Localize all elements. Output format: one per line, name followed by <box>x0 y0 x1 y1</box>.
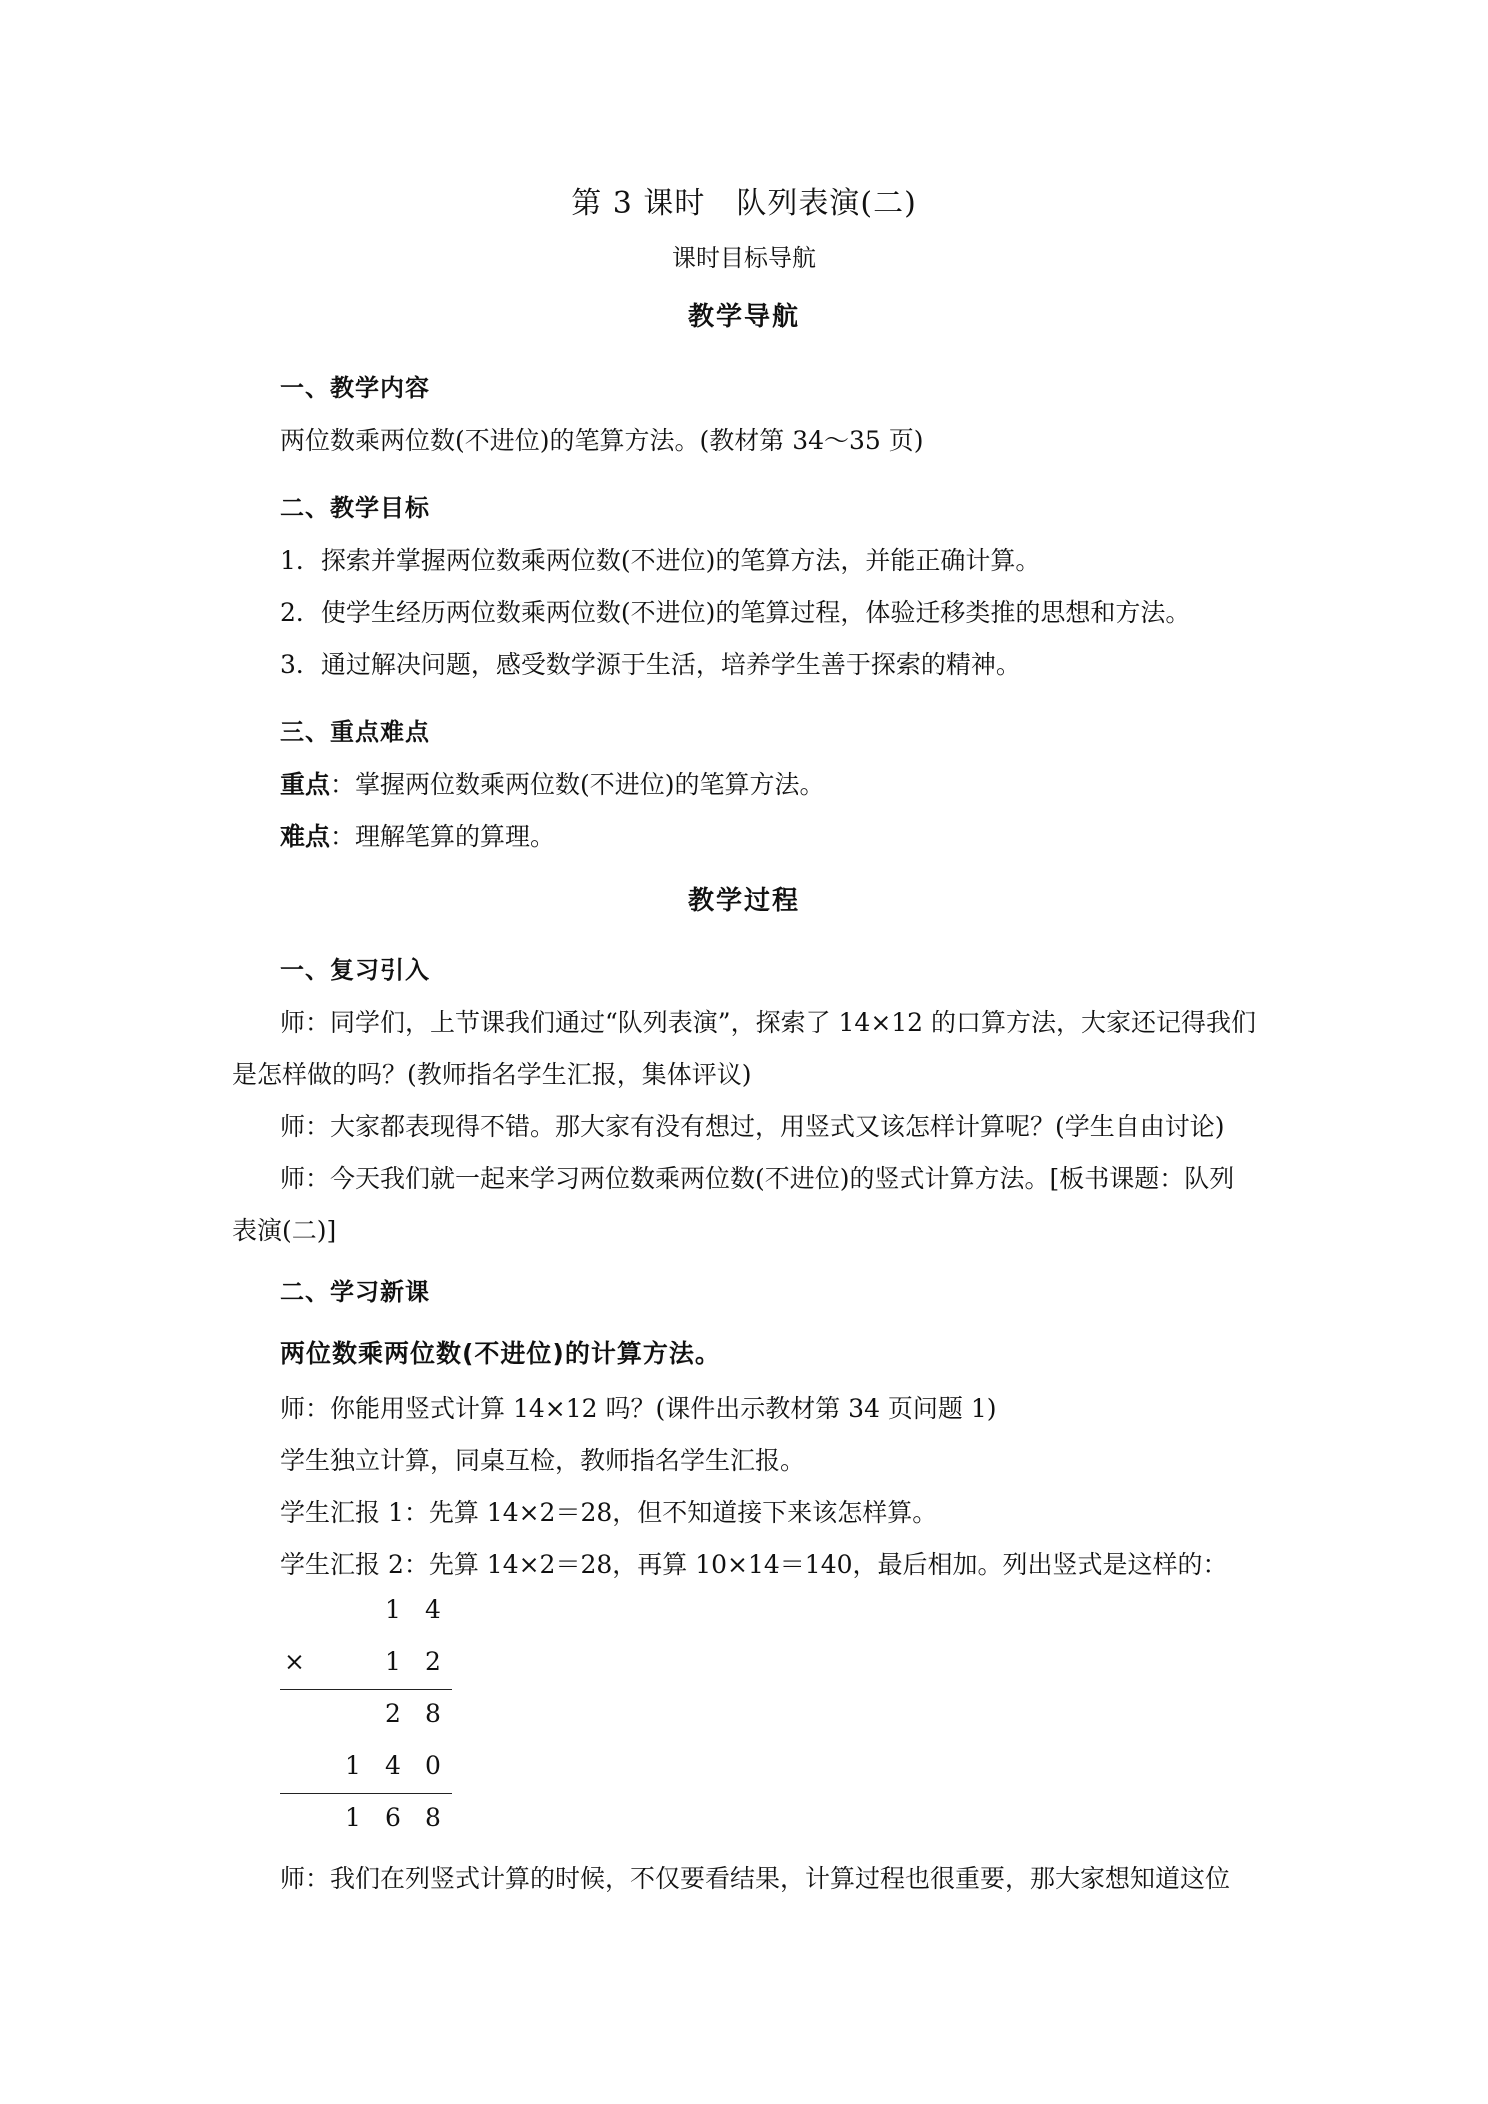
review-line-5: 表演(二)] <box>232 1216 337 1245</box>
difficult-point-line <box>280 820 555 854</box>
calc-digit: 1 <box>385 1595 401 1624</box>
review-line-2: 是怎样做的吗？(教师指名学生汇报，集体评议) <box>232 1060 752 1089</box>
paragraph-teaching-content: 两位数乘两位数(不进位)的笔算方法。(教材第 34～35 页) <box>280 426 924 455</box>
calc-digit: 2 <box>425 1647 441 1676</box>
calc-row-partial-2 <box>280 1751 452 1785</box>
calc-digit: 1 <box>345 1803 361 1832</box>
calc-row-result <box>280 1803 452 1837</box>
multiply-sign: × <box>284 1647 305 1676</box>
heading-key-difficult-points: 三、重点难点 <box>280 718 430 746</box>
calc-digit: 4 <box>425 1595 441 1624</box>
calc-rule-line <box>280 1793 452 1794</box>
calc-digit: 8 <box>425 1803 441 1832</box>
difficult-point-text: ：理解笔算的算理。 <box>330 822 556 851</box>
key-point-label: 重点 <box>280 770 331 799</box>
calc-digit: 0 <box>425 1751 441 1780</box>
section-heading-teaching-guide: 教学导航 <box>687 302 800 332</box>
goal-item-3: 3．通过解决问题，感受数学源于生活，培养学生善于探索的精神。 <box>280 650 1021 679</box>
closing-line: 师：我们在列竖式计算的时候，不仅要看结果，计算过程也很重要，那大家想知道这位 <box>280 1864 1231 1893</box>
key-point-line <box>280 768 825 802</box>
goal-item-2: 2．使学生经历两位数乘两位数(不进位)的笔算过程，体验迁移类推的思想和方法。 <box>280 598 1191 627</box>
new-lesson-line-3: 学生汇报 1：先算 14×2＝28，但不知道接下来该怎样算。 <box>280 1498 938 1527</box>
key-point-text: ：掌握两位数乘两位数(不进位)的笔算方法。 <box>330 770 825 799</box>
calc-digit: 2 <box>385 1699 401 1728</box>
sub-heading-method: 两位数乘两位数(不进位)的计算方法。 <box>280 1339 721 1368</box>
heading-new-lesson: 二、学习新课 <box>280 1278 430 1306</box>
heading-teaching-content: 一、教学内容 <box>280 374 430 402</box>
heading-review-intro: 一、复习引入 <box>280 956 430 984</box>
calc-row-multiplicand <box>280 1595 452 1629</box>
calc-digit: 4 <box>385 1751 401 1780</box>
review-line-4: 师：今天我们就一起来学习两位数乘两位数(不进位)的竖式计算方法。[板书课题：队列 <box>280 1164 1235 1193</box>
lesson-subtitle: 课时目标导航 <box>672 244 816 272</box>
calc-rule-line <box>280 1689 452 1690</box>
lesson-title: 第 3 课时 队列表演(二) <box>571 186 917 221</box>
calc-digit: 8 <box>425 1699 441 1728</box>
difficult-point-label: 难点 <box>280 822 331 851</box>
calc-digit: 1 <box>385 1647 401 1676</box>
section-heading-teaching-process: 教学过程 <box>687 886 800 916</box>
goal-item-1: 1．探索并掌握两位数乘两位数(不进位)的笔算方法，并能正确计算。 <box>280 546 1041 575</box>
calc-row-multiplier <box>280 1647 452 1681</box>
new-lesson-line-1: 师：你能用竖式计算 14×12 吗？(课件出示教材第 34 页问题 1) <box>280 1394 997 1423</box>
calc-row-partial-1 <box>280 1699 452 1733</box>
calc-digit: 6 <box>385 1803 401 1832</box>
heading-teaching-goals: 二、教学目标 <box>280 494 430 522</box>
calc-digit: 1 <box>345 1751 361 1780</box>
new-lesson-line-2: 学生独立计算，同桌互检，教师指名学生汇报。 <box>280 1446 806 1475</box>
vertical-multiplication <box>280 1595 452 1845</box>
review-line-1: 师：同学们，上节课我们通过“队列表演”，探索了 14×12 的口算方法，大家还记得我们 <box>280 1008 1257 1037</box>
new-lesson-line-4: 学生汇报 2：先算 14×2＝28，再算 10×14＝140，最后相加。列出竖式是这样的： <box>280 1550 1228 1579</box>
review-line-3: 师：大家都表现得不错。那大家有没有想过，用竖式又该怎样计算呢？(学生自由讨论) <box>280 1112 1225 1141</box>
